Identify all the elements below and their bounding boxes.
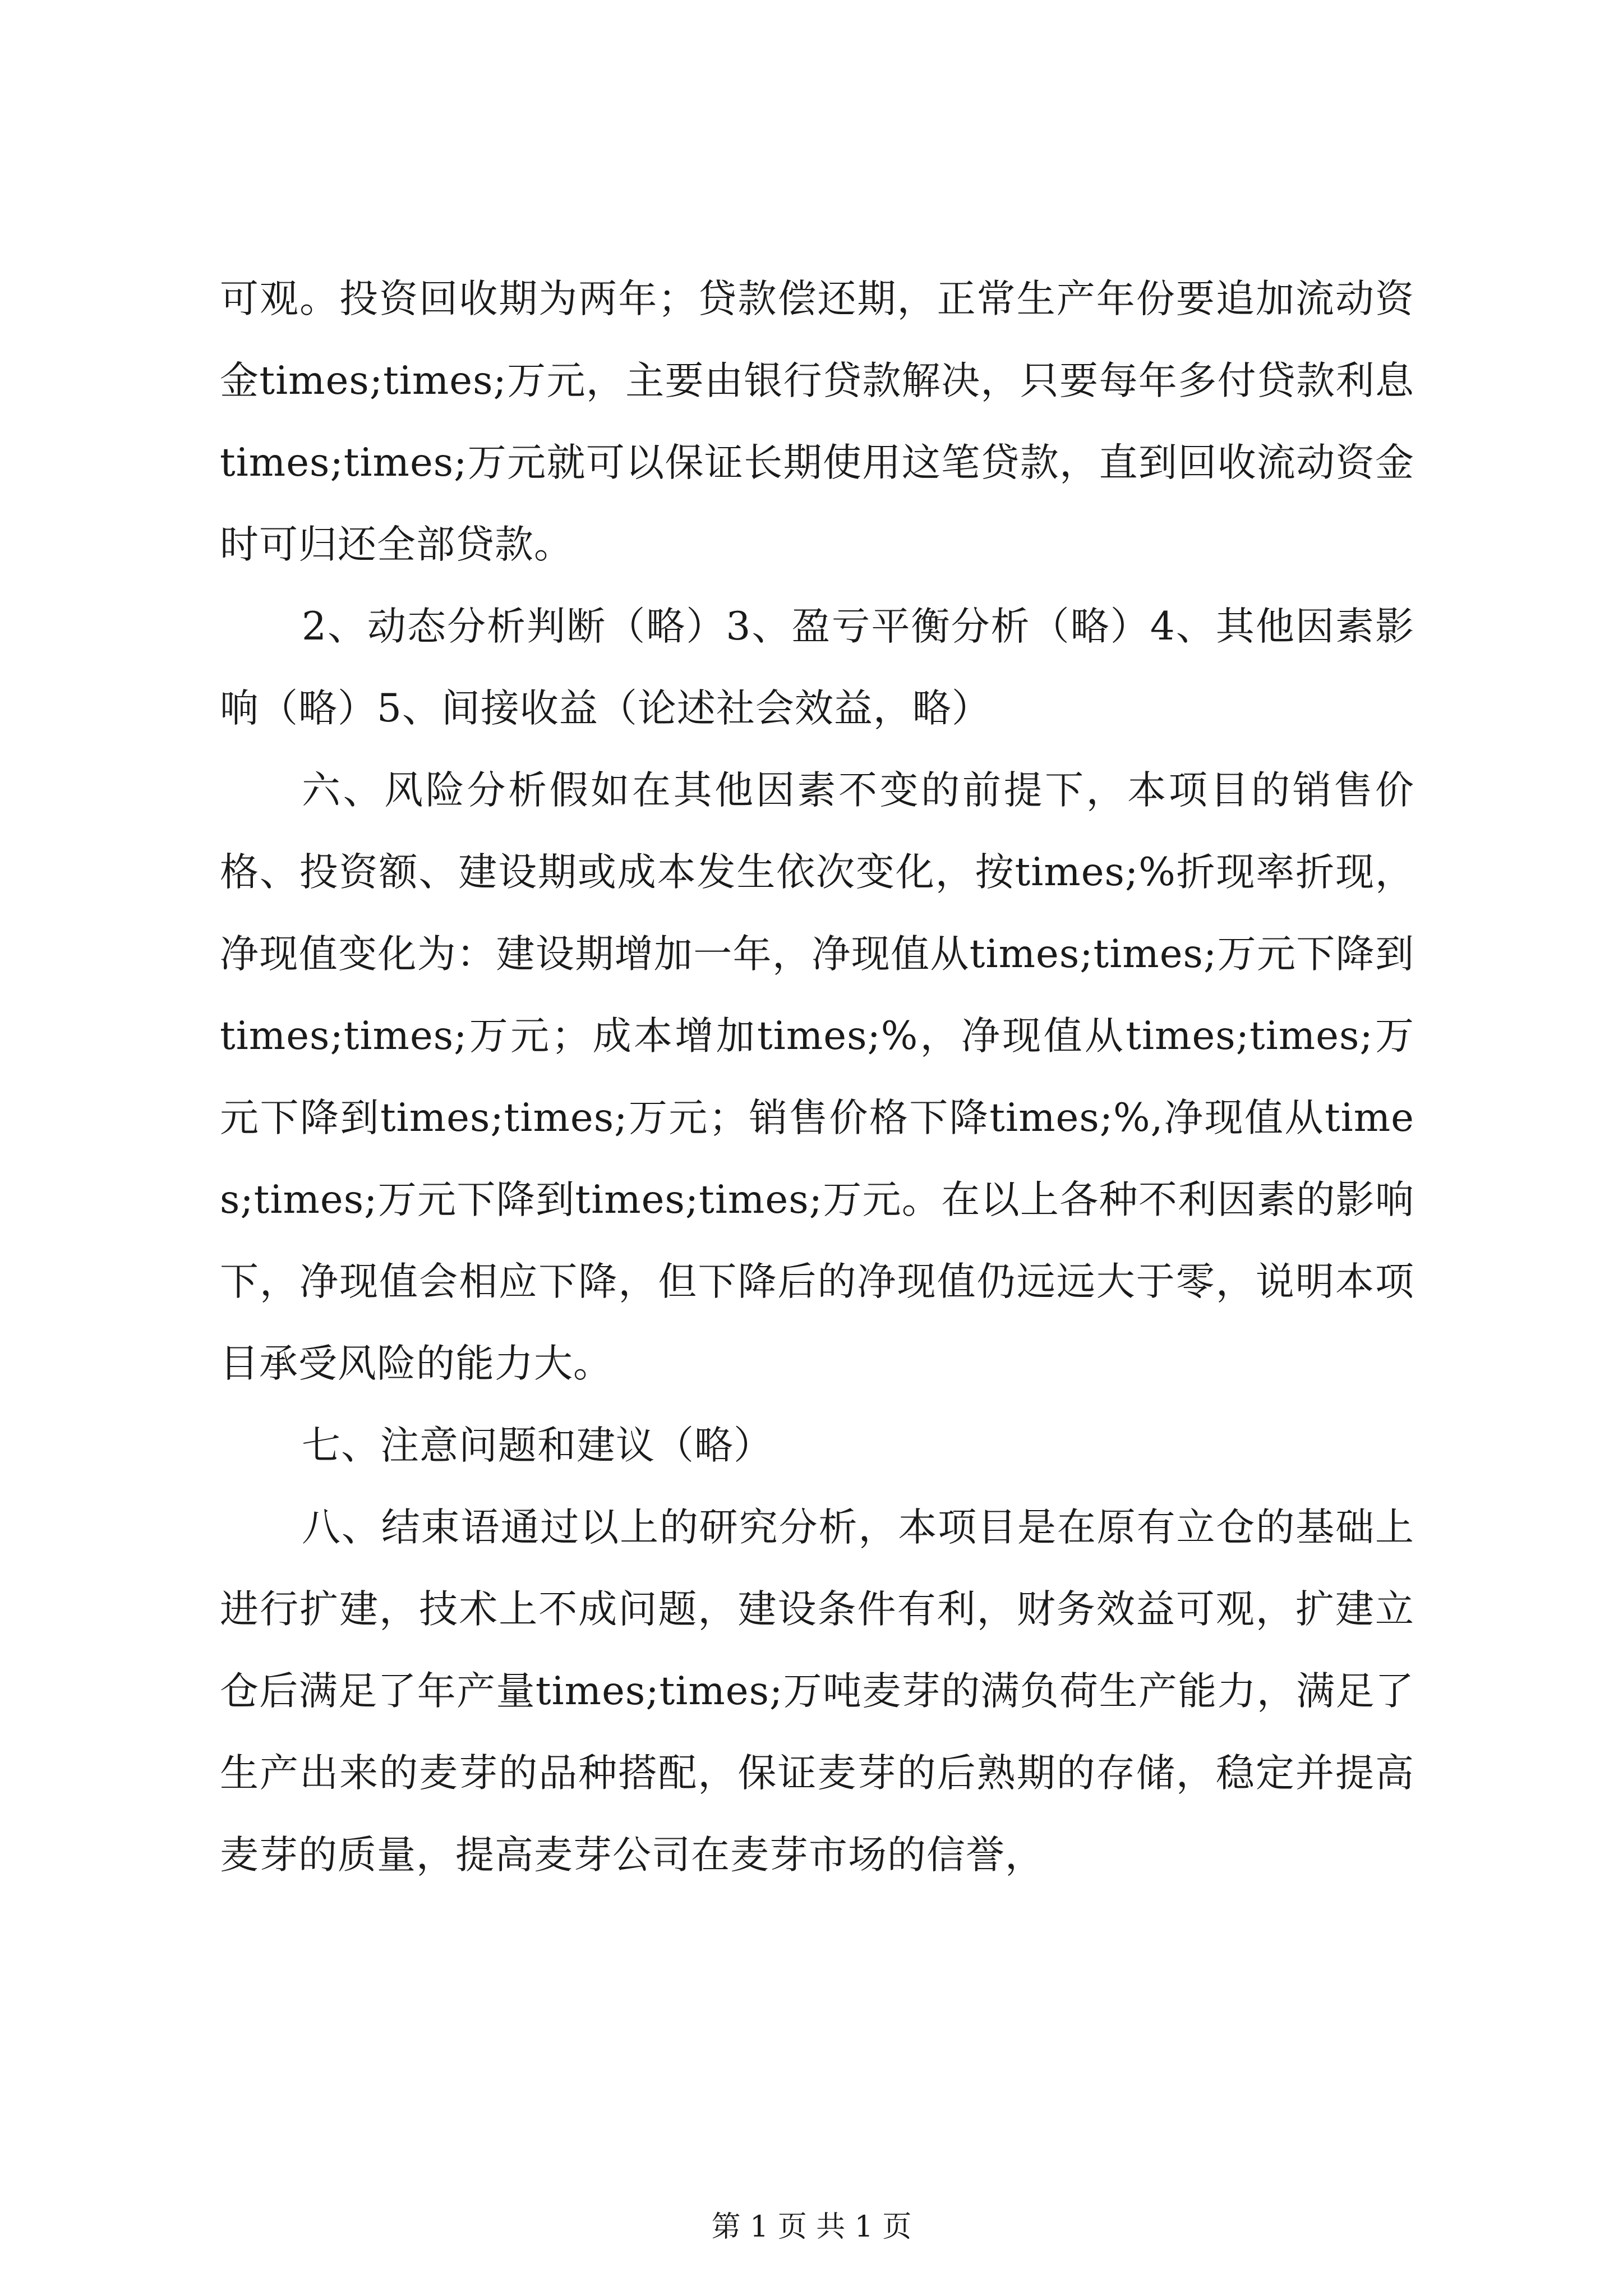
paragraph-sections-2-5: 2、动态分析判断（略）3、盈亏平衡分析（略）4、其他因素影响（略）5、间接收益（论述社会效益，略）: [220, 604, 1414, 731]
page-number-footer: 第 1 页 共 1 页: [711, 2210, 912, 2244]
document-body: [220, 258, 1414, 1896]
paragraph-issues-suggestions: 七、注意问题和建议（略）: [302, 1423, 773, 1468]
paragraph-conclusion: 八、结束语通过以上的研究分析，本项目是在原有立仓的基础上进行扩建，技术上不成问题，建设条件有利，财务效益可观，扩建立仓后满足了年产量times;times;万吨麦芽的满负荷生产能力，满足了生产出来的麦芽的品种搭配，保证麦芽的后熟期的存储，稳定并提高麦芽的质量，提高麦芽公司在麦芽市场的信誉，: [220, 1505, 1414, 1878]
paragraph-risk-analysis: 六、风险分析假如在其他因素不变的前提下，本项目的销售价格、投资额、建设期或成本发生依次变化，按times;%折现率折现，净现值变化为：建设期增加一年，净现值从times;times;万元下降到times;times;万元；成本增加times;%，净现值从times;times;万元下降到times;times;万元；销售价格下降times;%,净现值从times;times;万元下降到times;times;万元。在以上各种不利因素的影响下，净现值会相应下降，但下降后的净现值仍远远大于零，说明本项目承受风险的能力大。: [220, 768, 1414, 1386]
paragraph-continuation: 可观。投资回收期为两年；贷款偿还期，正常生产年份要追加流动资金times;times;万元，主要由银行贷款解决，只要每年多付贷款利息times;times;万元就可以保证长期使用这笔贷款，直到回收流动资金时可归还全部贷款。: [220, 277, 1414, 567]
